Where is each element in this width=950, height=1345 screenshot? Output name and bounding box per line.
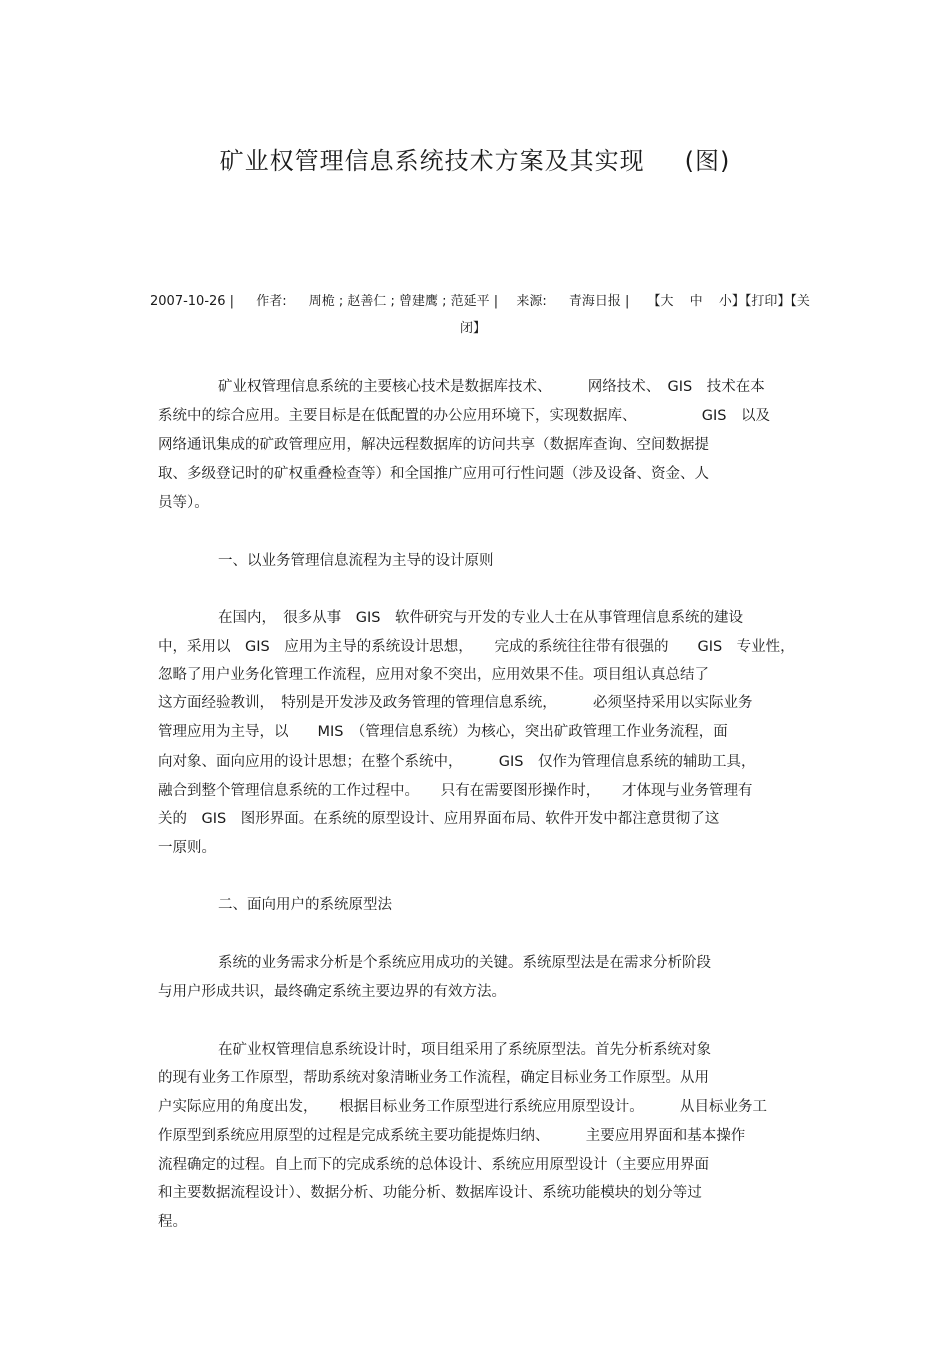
- close-link-continued[interactable]: 闭】: [460, 321, 487, 336]
- paragraph-line: 程。: [158, 1214, 187, 1230]
- print-link[interactable]: 【打印】: [744, 294, 791, 309]
- paragraph-line: 融合到整个管理信息系统的工作过程中。 只有在需要图形操作时， 才体现与业务管理有: [158, 783, 753, 799]
- author-names: 周桅 ; 赵善仁 ; 曾建鹰 ; 范延平 |: [308, 294, 499, 309]
- paragraph-line: 系统的业务需求分析是个系统应用成功的关键。系统原型法是在需求分析阶段: [218, 955, 711, 971]
- paragraph-line: 流程确定的过程。自上而下的完成系统的总体设计、系统应用原型设计（主要应用界面: [158, 1157, 709, 1173]
- paragraph-line: 户实际应用的角度出发， 根据目标业务工作原型进行系统应用原型设计。 从目标业务工: [158, 1099, 767, 1115]
- paragraph-line: 在矿业权管理信息系统设计时，项目组采用了系统原型法。首先分析系统对象: [218, 1042, 711, 1058]
- title-text: 矿业权管理信息系统技术方案及其实现: [219, 147, 645, 175]
- author-label: 作者:: [256, 294, 287, 309]
- section-heading: 一、以业务管理信息流程为主导的设计原则: [218, 553, 494, 569]
- font-size-medium-link[interactable]: 中: [689, 294, 703, 309]
- paragraph-line: 和主要数据流程设计）、数据分析、功能分析、数据库设计、系统功能模块的划分等过: [158, 1185, 702, 1201]
- publish-date: 2007-10-26 |: [150, 294, 235, 309]
- paragraph-line: 取、多级登记时的矿权重叠检查等）和全国推广应用可行性问题（涉及设备、资金、人: [158, 466, 709, 482]
- paragraph-line: 网络通讯集成的矿政管理应用，解决远程数据库的访问共享（数据库查询、空间数据提: [158, 437, 709, 453]
- paragraph-line: 管理应用为主导，以 MIS （管理信息系统）为核心，突出矿政管理工作业务流程，面: [158, 724, 728, 740]
- source-name: 青海日报 |: [568, 294, 630, 309]
- font-size-small-link[interactable]: 小】: [718, 294, 745, 309]
- paragraph-line: 忽略了用户业务化管理工作流程，应用对象不突出，应用效果不佳。项目组认真总结了: [158, 667, 709, 683]
- paragraph-line: 关的 GIS 图形界面。在系统的原型设计、应用界面布局、软件开发中都注意贯彻了这: [158, 811, 720, 827]
- paragraph-line: 作原型到系统应用原型的过程是完成系统主要功能提炼归纳、 主要应用界面和基本操作: [158, 1128, 746, 1144]
- paragraph-line: 一原则。: [158, 840, 216, 856]
- font-size-large-link[interactable]: 【大: [647, 294, 674, 309]
- paragraph-line: 中，采用以 GIS 应用为主导的系统设计思想， 完成的系统往往带有很强的 GIS 专业性，: [158, 639, 795, 655]
- paragraph-line: 系统中的综合应用。主要目标是在低配置的办公应用环境下，实现数据库、 GIS 以及: [158, 408, 770, 424]
- paragraph-line: 这方面经验教训， 特别是开发涉及政务管理的管理信息系统， 必须坚持采用以实际业务: [158, 695, 753, 711]
- paragraph-line: 的现有业务工作原型，帮助系统对象清晰业务工作流程，确定目标业务工作原型。从用: [158, 1070, 709, 1086]
- paragraph-line: 矿业权管理信息系统的主要核心技术是数据库技术、 网络技术、 GIS 技术在本: [218, 379, 765, 395]
- paragraph-line: 员等）。: [158, 495, 209, 511]
- close-link[interactable]: 【关: [790, 294, 810, 309]
- article-meta: [150, 288, 810, 336]
- section-heading: 二、面向用户的系统原型法: [218, 897, 392, 913]
- source-label: 来源:: [516, 294, 547, 309]
- article-title: [0, 141, 950, 176]
- title-image-tag: (图): [684, 147, 731, 175]
- paragraph-line: 向对象、面向应用的设计思想；在整个系统中， GIS 仅作为管理信息系统的辅助工具，: [158, 754, 756, 770]
- paragraph-line: 与用户形成共识，最终确定系统主要边界的有效方法。: [158, 984, 506, 1000]
- paragraph-line: 在国内， 很多从事 GIS 软件研究与开发的专业人士在从事管理信息系统的建设: [218, 610, 743, 626]
